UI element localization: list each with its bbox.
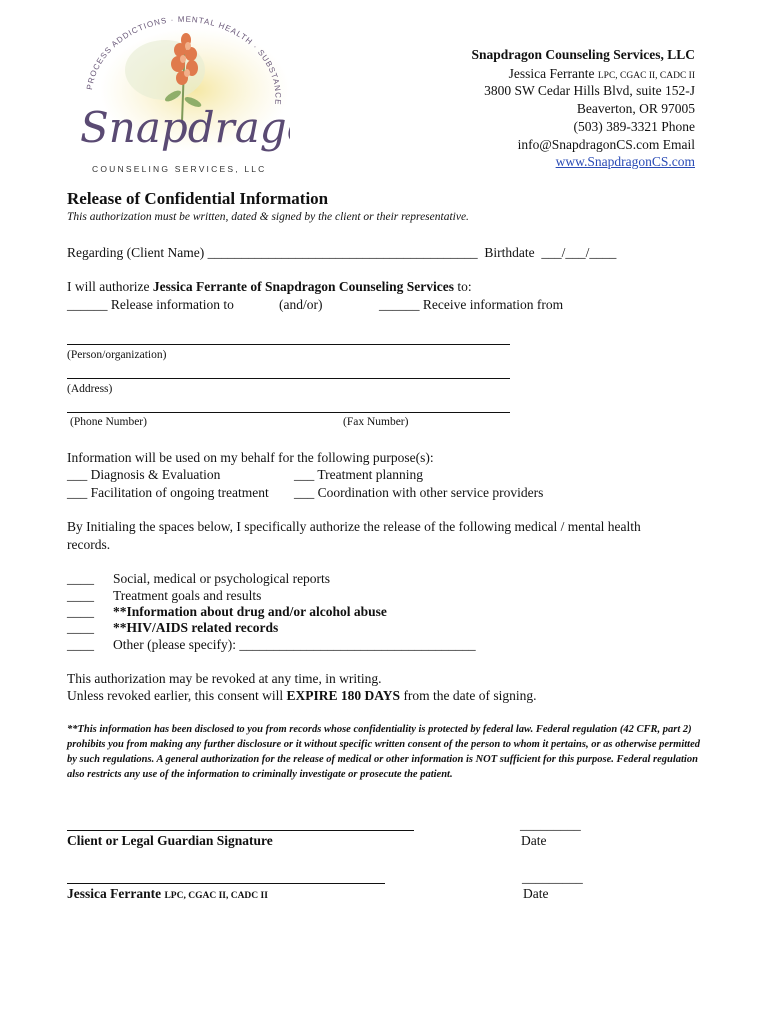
record-blank: ____ bbox=[67, 620, 94, 635]
purpose-item: ___ Facilitation of ongoing treatment bbox=[67, 485, 269, 500]
and-or-label: (and/or) bbox=[279, 297, 323, 312]
date-label: Date bbox=[521, 833, 547, 848]
client-signature-label: Client or Legal Guardian Signature bbox=[67, 833, 273, 848]
header-address1: 3800 SW Cedar Hills Blvd, suite 152-J bbox=[484, 83, 695, 98]
date-label: Date bbox=[523, 886, 549, 901]
record-label: Other (please specify): ___________________________________ bbox=[113, 637, 476, 652]
logo-arc-text: PROCESS ADDICTIONS · MENTAL HEALTH · SUBSTANCE bbox=[85, 14, 283, 106]
header-address2: Beaverton, OR 97005 bbox=[576, 101, 695, 116]
record-label: Social, medical or psychological reports bbox=[113, 571, 331, 586]
client-signature-line bbox=[67, 830, 414, 831]
initial-instructions: By Initialing the spaces below, I specifically authorize the release of the following medical / mental health bbox=[67, 519, 641, 534]
initial-instructions-cont: records. bbox=[67, 537, 111, 552]
person-org-label: (Person/organization) bbox=[67, 349, 167, 361]
company-logo bbox=[70, 10, 290, 180]
record-blank: ____ bbox=[67, 637, 94, 652]
phone-fax-line bbox=[67, 412, 510, 413]
purpose-item: ___ Coordination with other service providers bbox=[294, 485, 544, 500]
date-blank: _________ bbox=[520, 817, 581, 832]
header-person: Jessica Ferrante LPC, CGAC II, CADC II bbox=[508, 66, 695, 81]
record-blank: ____ bbox=[67, 604, 94, 619]
address-line bbox=[67, 378, 510, 379]
person-org-line bbox=[67, 344, 510, 345]
regarding-line: Regarding (Client Name) ________________________________________ Birthdate ___/___/____ bbox=[67, 245, 617, 260]
revoke-line: This authorization may be revoked at any time, in writing. bbox=[67, 671, 382, 686]
release-to-option: ______ Release information to bbox=[67, 297, 234, 312]
logo-tagline: COUNSELING SERVICES, LLC bbox=[92, 164, 267, 174]
purpose-intro: Information will be used on my behalf for the following purpose(s): bbox=[67, 450, 434, 465]
federal-notice: **This information has been disclosed to you from records whose confidentiality is protected by federal law. Federal regulation (42 CFR, part 2) prohibits you from making any further disclosure or it without specific written consent of the person to whom it pertains, or as otherwise permitted by such regulations. A general authorization for the release of medical or other information is NOT sufficient for this purpose. Federal regulation also restricts any use of the information to criminally investigate or prosecute the patient. bbox=[67, 724, 700, 780]
form-subtitle: This authorization must be written, dated & signed by the client or their representative. bbox=[67, 211, 469, 223]
record-label: **Information about drug and/or alcohol abuse bbox=[113, 604, 387, 619]
clinician-signature-line bbox=[67, 883, 385, 884]
header-phone: (503) 389-3321 Phone bbox=[573, 119, 695, 134]
purpose-item: ___ Treatment planning bbox=[294, 467, 423, 482]
record-blank: ____ bbox=[67, 588, 94, 603]
header-website[interactable]: www.SnapdragonCS.com bbox=[555, 154, 695, 169]
fax-label: (Fax Number) bbox=[343, 416, 409, 428]
purpose-item: ___ Diagnosis & Evaluation bbox=[67, 467, 221, 482]
receive-from-option: ______ Receive information from bbox=[379, 297, 564, 312]
clinician-signature-label: Jessica Ferrante LPC, CGAC II, CADC II bbox=[67, 886, 268, 901]
logo-wordmark: Snapdrag bbox=[80, 103, 287, 152]
form-title: Release of Confidential Information bbox=[67, 189, 329, 208]
record-label: Treatment goals and results bbox=[113, 588, 262, 603]
record-label: **HIV/AIDS related records bbox=[113, 620, 279, 635]
expire-line: Unless revoked earlier, this consent will EXPIRE 180 DAYS from the date of signing. bbox=[67, 688, 537, 703]
header-email: info@SnapdragonCS.com Email bbox=[517, 137, 695, 152]
header-company: Snapdragon Counseling Services, LLC bbox=[471, 47, 695, 62]
date-blank: _________ bbox=[522, 870, 583, 885]
authorize-line: I will authorize Jessica Ferrante of Snapdragon Counseling Services to: bbox=[67, 279, 472, 294]
address-label: (Address) bbox=[67, 383, 113, 395]
phone-label: (Phone Number) bbox=[70, 416, 147, 428]
record-blank: ____ bbox=[67, 571, 94, 586]
